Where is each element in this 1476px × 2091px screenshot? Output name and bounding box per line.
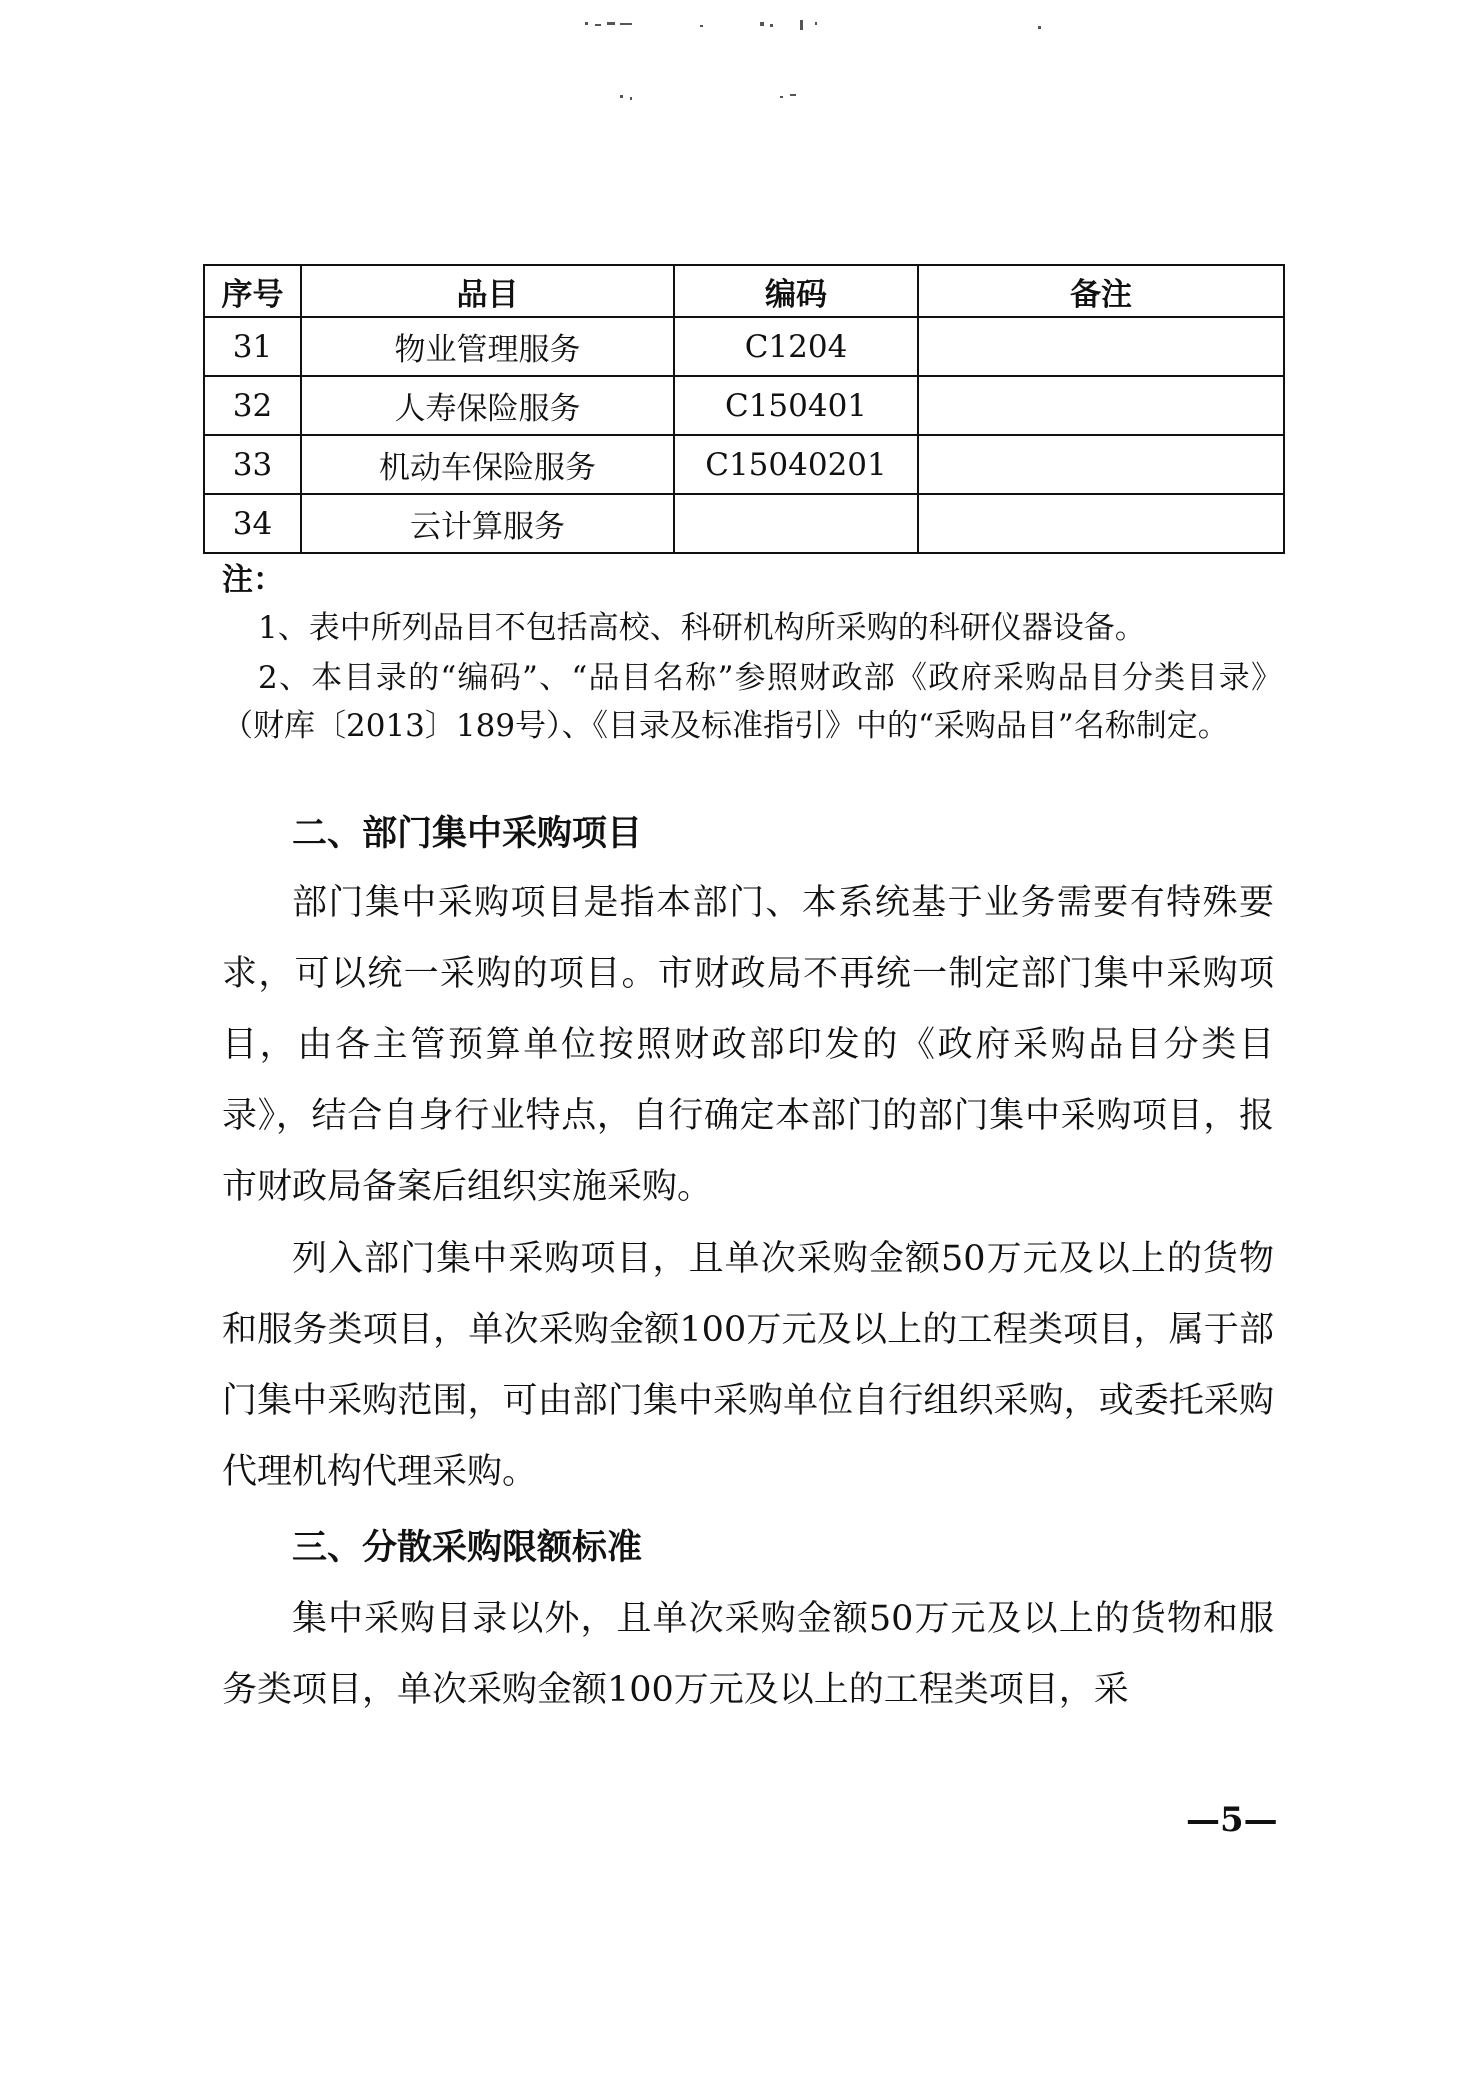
table-row: [204, 376, 1284, 435]
cell-code: [674, 494, 918, 553]
section-heading: 三、分散采购限额标准: [292, 1527, 643, 1568]
section-paragraph: 部门集中采购项目是指本部门、本系统基于业务需要有特殊要求，可以统一采购的项目。市财政局不再统一制定部门集中采购项目，由各主管预算单位按照财政部印发的《政府采购品目分类目录》，结合自身行业特点，自行确定本部门的部门集中采购项目，报市财政局备案后组织实施采购。: [222, 883, 1274, 1207]
table-row: [204, 494, 1284, 553]
cell-note: [918, 494, 1284, 553]
cell-code: C15040201: [674, 435, 918, 494]
cell-item: 物业管理服务: [301, 317, 674, 376]
catalog-table: [203, 264, 1285, 554]
cell-item: 人寿保险服务: [301, 376, 674, 435]
cell-code: C150401: [674, 376, 918, 435]
cell-item: 机动车保险服务: [301, 435, 674, 494]
section-heading: 二、部门集中采购项目: [292, 813, 643, 854]
cell-code: C1204: [674, 317, 918, 376]
table-header-row: [204, 265, 1284, 317]
section-paragraph: 集中采购目录以外，且单次采购金额50万元及以上的货物和服务类项目，单次采购金额100万元及以上的工程类项目，采: [222, 1599, 1274, 1710]
header-note: 备注: [918, 265, 1284, 317]
table-row: [204, 435, 1284, 494]
cell-no: 31: [204, 317, 301, 376]
page-number: —5—: [1186, 1800, 1278, 1840]
cell-note: [918, 317, 1284, 376]
section-paragraph: 列入部门集中采购项目，且单次采购金额50万元及以上的货物和服务类项目，单次采购金额100万元及以上的工程类项目，属于部门集中采购范围，可由部门集中采购单位自行组织采购，或委托采购代理机构代理采购。: [222, 1239, 1274, 1492]
notes-title: 注：: [222, 562, 284, 598]
note-item: 1、表中所列品目不包括高校、科研机构所采购的科研仪器设备。: [258, 610, 1146, 646]
scan-specks: [0, 0, 1476, 160]
cell-no: 32: [204, 376, 301, 435]
header-item: 品目: [301, 265, 674, 317]
cell-no: 33: [204, 435, 301, 494]
cell-item: 云计算服务: [301, 494, 674, 553]
note-item: 2、本目录的“编码”、“品目名称”参照财政部《政府采购品目分类目录》（财库〔2013〕189号）、《目录及标准指引》中的“采购品目”名称制定。: [222, 660, 1282, 744]
cell-note: [918, 376, 1284, 435]
header-code: 编码: [674, 265, 918, 317]
table-row: [204, 317, 1284, 376]
header-no: 序号: [204, 265, 301, 317]
cell-no: 34: [204, 494, 301, 553]
cell-note: [918, 435, 1284, 494]
